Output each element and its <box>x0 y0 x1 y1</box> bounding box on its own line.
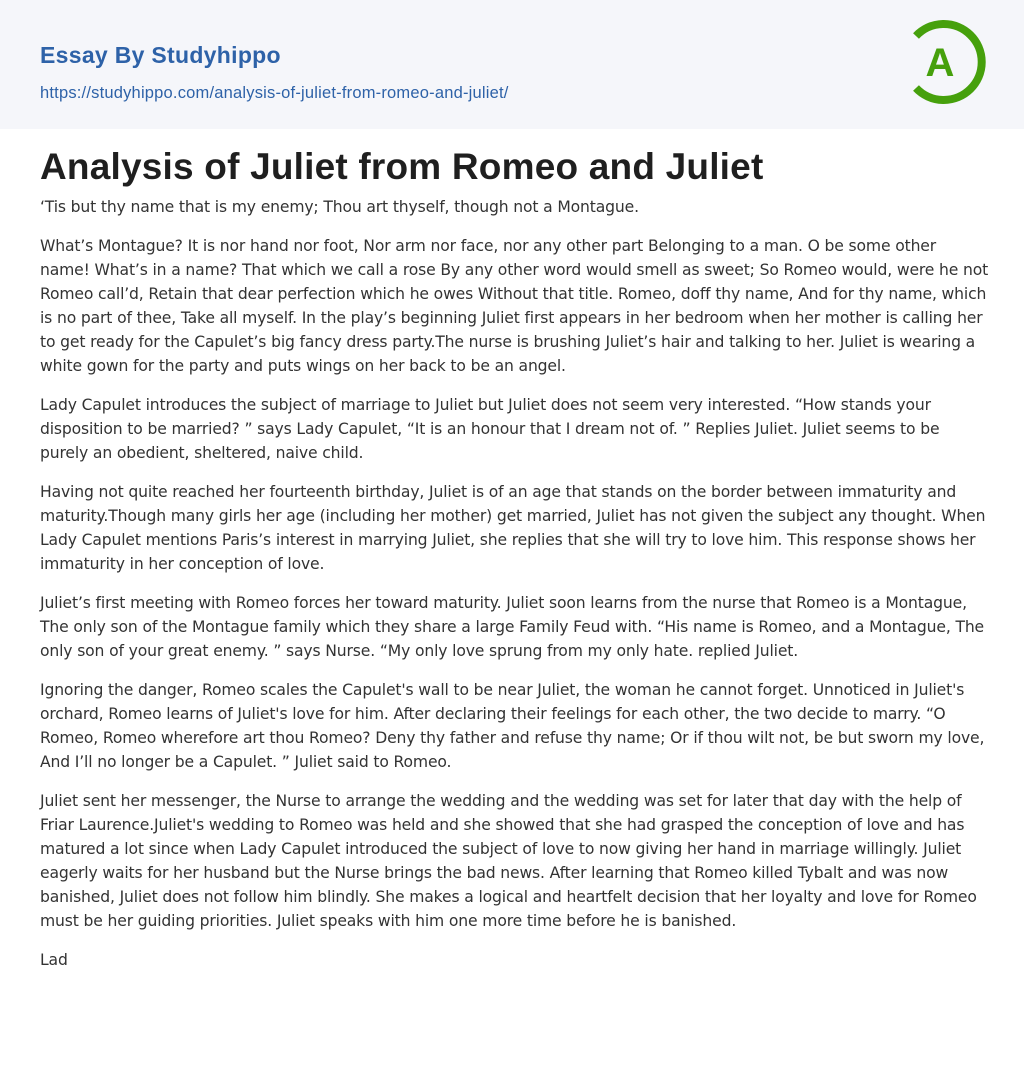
page-title: Analysis of Juliet from Romeo and Juliet <box>40 146 764 187</box>
brand-title: Essay By Studyhippo <box>40 42 281 68</box>
paragraph: Having not quite reached her fourteenth birthday, Juliet is of an age that stands on the border between immaturity and maturity.Though many girls her age (including her mother) get married, Juliet has not given the subject any thought. When Lady Capulet mentions Paris’s interest in marrying Juliet, she replies that she will try to love him. This response shows her immaturity in her conception of love. <box>40 483 986 573</box>
paragraph: What’s Montague? It is nor hand nor foot, Nor arm nor face, nor any other part Belonging to a man. O be some other name! What’s in a name? That which we call a rose By any other word would smell as sweet; So Romeo would, were he not Romeo call’d, Retain that dear perfection which he owes Without that title. Romeo, doff thy name, And for thy name, which is no part of thee, Take all myself. In the play’s beginning Juliet first appears in her bedroom when her mother is calling her to get ready for the Capulet’s big fancy dress party.The nurse is brushing Juliet’s hair and talking to her. Juliet is wearing a white gown for the party and puts wings on her back to be an angel. <box>40 237 989 375</box>
studyhippo-logo-icon[interactable] <box>908 18 988 106</box>
paragraph-truncated: Lad <box>40 951 68 969</box>
paragraph: Lady Capulet introduces the subject of marriage to Juliet but Juliet does not seem very interested. “How stands your disposition to be married? ” says Lady Capulet, “It is an honour that I dream not of. ” Replies Juliet. Juliet seems to be purely an obedient, sheltered, naive child. <box>40 396 940 462</box>
essay-url-link[interactable]: https://studyhippo.com/analysis-of-juliet-from-romeo-and-juliet/ <box>40 84 509 102</box>
paragraph: ‘Tis but thy name that is my enemy; Thou art thyself, though not a Montague. <box>40 198 639 216</box>
essay-body <box>40 195 990 987</box>
paragraph: Juliet’s first meeting with Romeo forces her toward maturity. Juliet soon learns from the nurse that Romeo is a Montague, The only son of the Montague family which they share a large Family Feud with. “His name is Romeo, and a Montague, The only son of your great enemy. ” says Nurse. “My only love sprung from my only hate. replied Juliet. <box>40 594 985 660</box>
paragraph: Ignoring the danger, Romeo scales the Capulet's wall to be near Juliet, the woman he cannot forget. Unnoticed in Juliet's orchard, Romeo learns of Juliet's love for him. After declaring their feelings for each other, the two decide to marry. “O Romeo, Romeo wherefore art thou Romeo? Deny thy father and refuse thy name; Or if thou wilt not, be but sworn my love, And I’ll no longer be a Capulet. ” Juliet said to Romeo. <box>40 681 985 771</box>
paragraph: Juliet sent her messenger, the Nurse to arrange the wedding and the wedding was set for later that day with the help of Friar Laurence.Juliet's wedding to Romeo was held and she showed that she had grasped the conception of love and has matured a lot since when Lady Capulet introduced the subject of love to now giving her hand in marriage willingly. Juliet eagerly waits for her husband but the Nurse brings the bad news. After learning that Romeo killed Tybalt and was now banished, Juliet does not follow him blindly. She makes a logical and heartfelt decision that her loyalty and love for Romeo must be her guiding priorities. Juliet speaks with him one more time before he is banished. <box>40 792 977 930</box>
logo-letter: A <box>925 41 955 85</box>
